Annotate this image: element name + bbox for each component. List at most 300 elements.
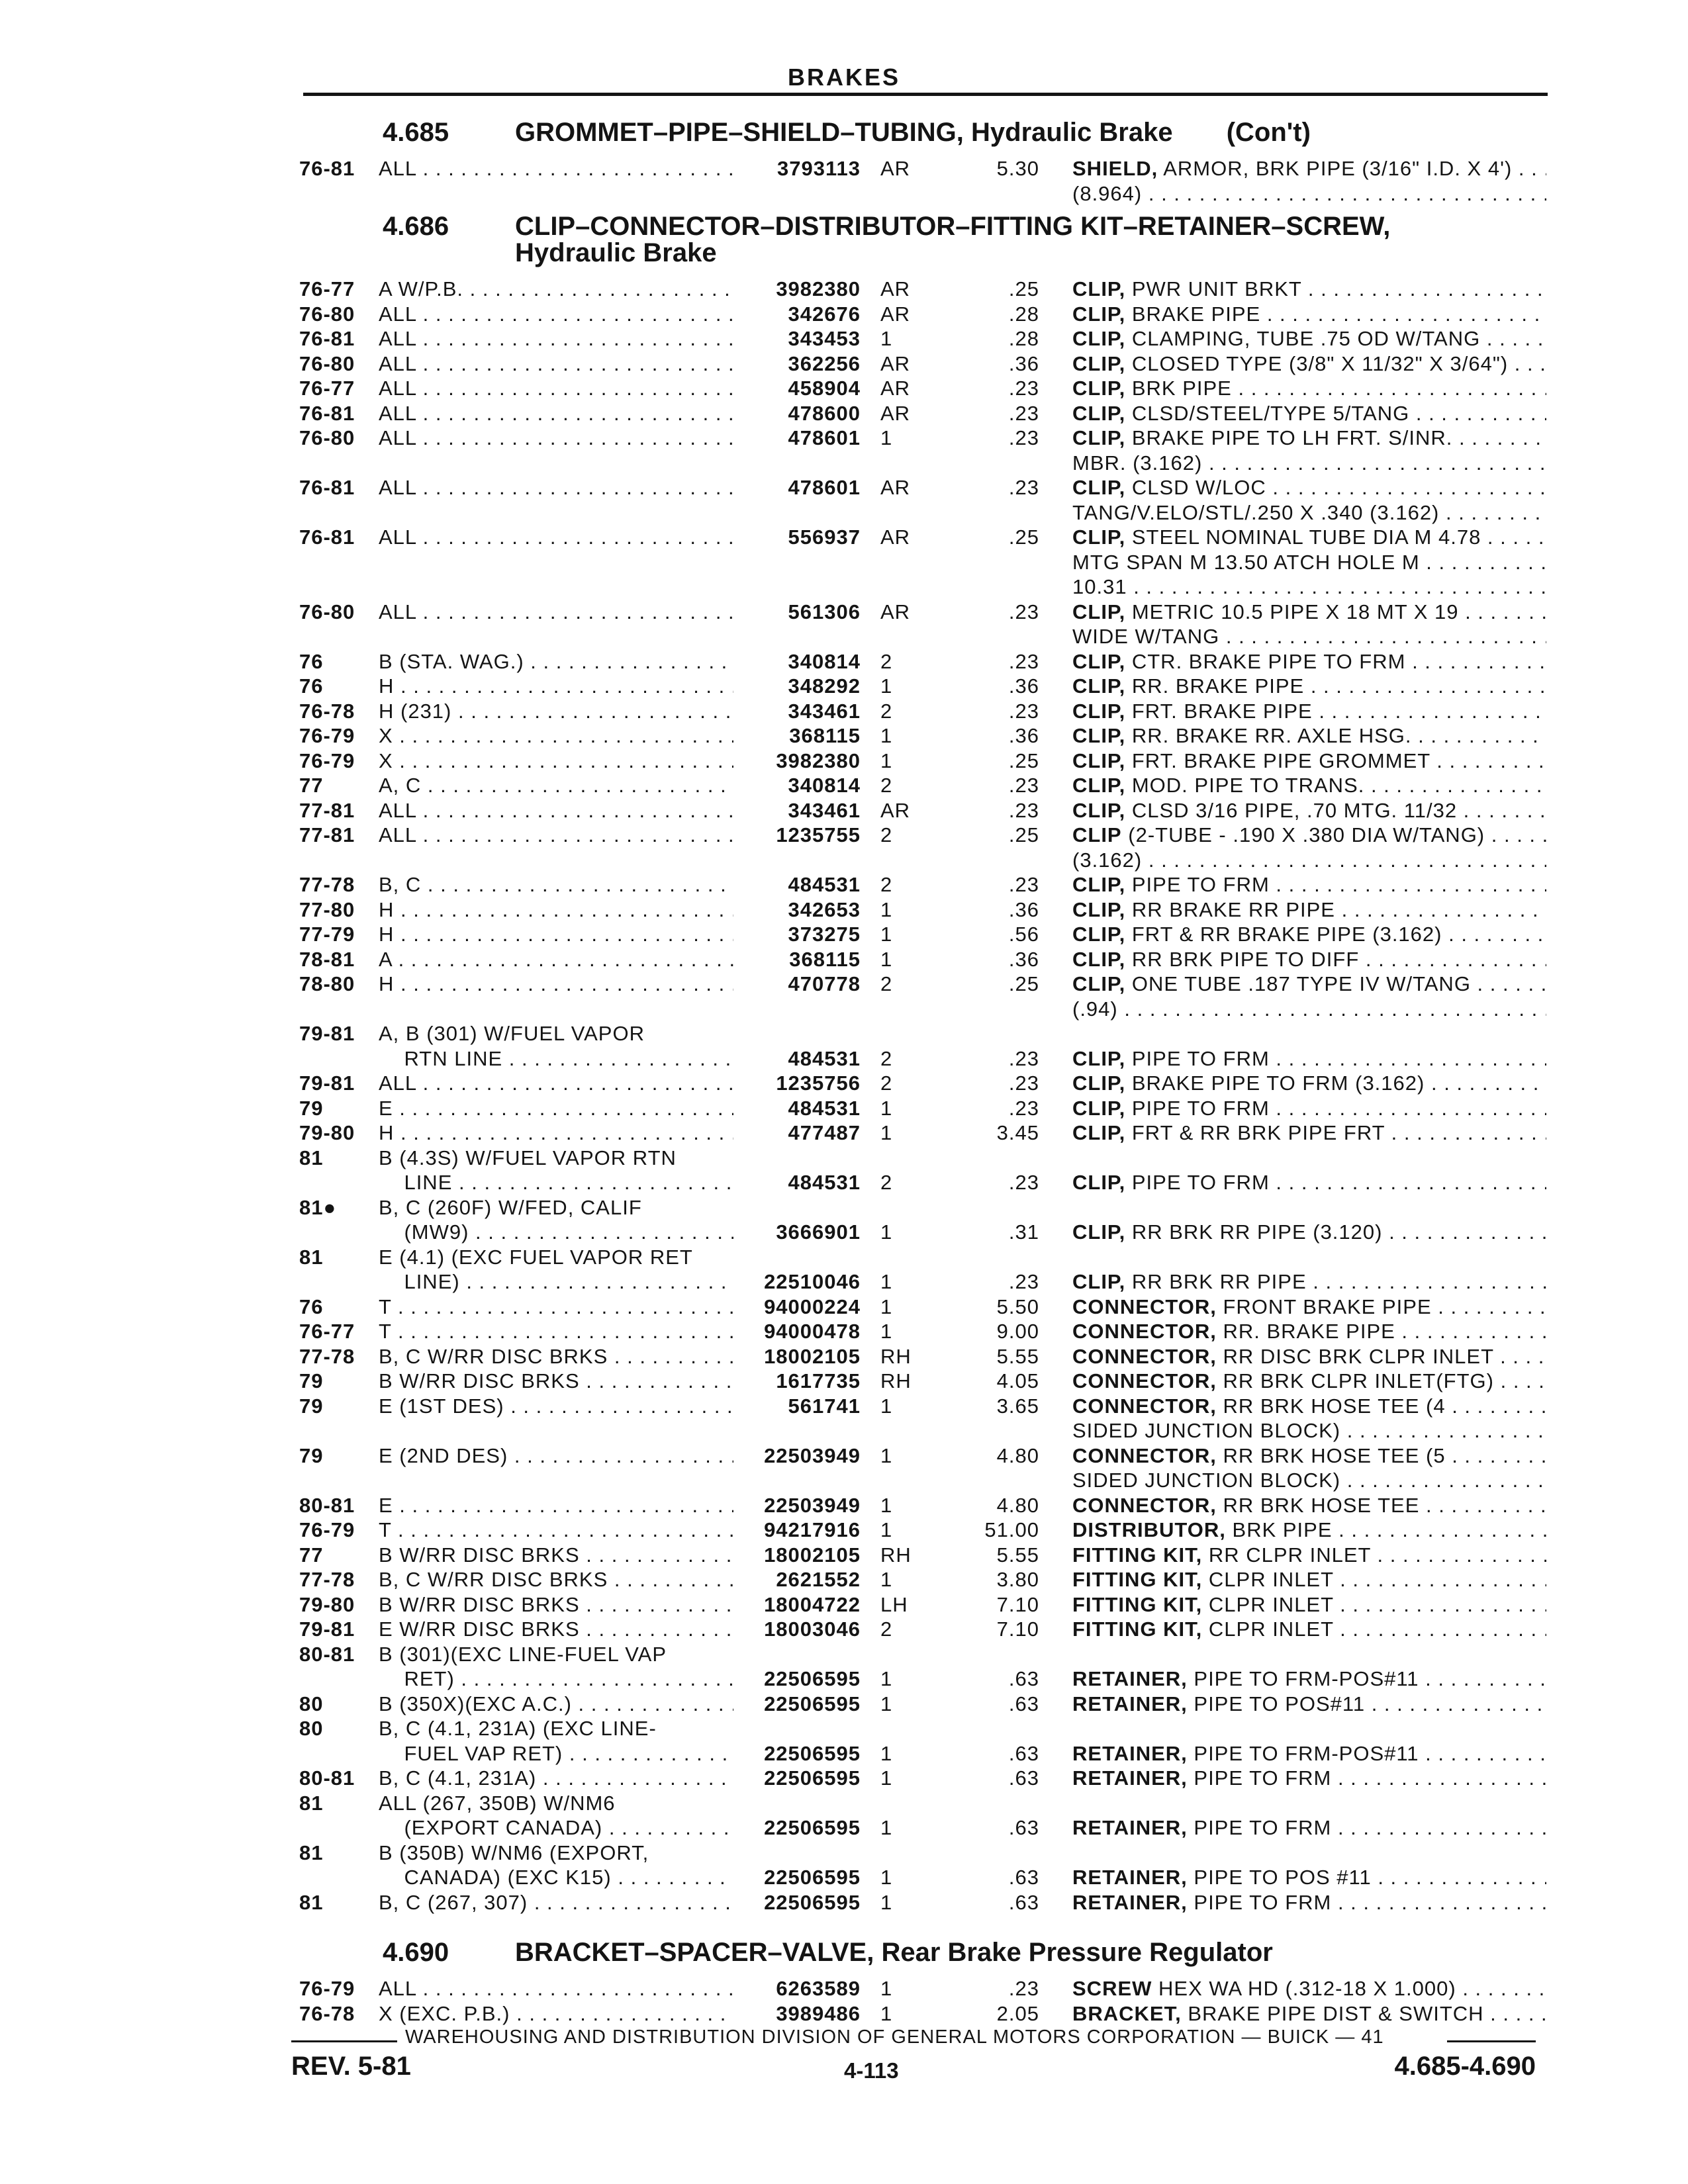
part-description: RR. BRAKE RR. AXLE HSG. [1131,724,1412,747]
part-number: 22503949 [764,1443,861,1467]
application: A . . . [379,947,733,972]
section-range: 4.685-4.690 [1394,2052,1536,2081]
part-number: 18004722 [764,1592,861,1616]
part-name: CLIP, [1072,277,1126,300]
description [1072,1443,1546,1468]
part-name: RETAINER, [1072,1741,1188,1765]
description [1072,2001,1546,2026]
description [1072,823,1546,847]
application: T . . . [379,1295,733,1319]
application: A, B (301) W/FUEL VAPOR [379,1022,645,1045]
part-name: CLIP, [1072,377,1126,400]
model-years: 79-81 [299,1071,355,1095]
part-description: CLAMPING, TUBE .75 OD W/TANG [1131,327,1481,350]
section-title: GROMMET–PIPE–SHIELD–TUBING, [515,118,964,147]
part-description: MOD. PIPE TO TRANS. [1131,774,1365,797]
header-rule [303,93,1548,96]
application: ALL . . . [379,1976,733,2001]
part-name: CONNECTOR, [1072,1320,1217,1343]
model-years: 81 [299,1245,324,1269]
part-number: 22506595 [764,1816,861,1839]
quantity: RH [880,1344,912,1368]
quantity: AR [880,277,911,300]
part-description: (2-TUBE - .190 X .380 DIA W/TANG) [1128,823,1485,846]
part-name: CONNECTOR, [1072,1394,1217,1418]
price: 7.10 [996,1617,1039,1641]
model-years: 77-78 [299,1344,355,1368]
part-description: BRAKE PIPE TO FRM (3.162) [1131,1071,1425,1095]
price: .23 [1008,600,1039,623]
parts-row [0,699,1688,723]
quantity: AR [880,525,911,549]
part-description: 10.31 [1072,575,1127,598]
price: .23 [1008,476,1039,499]
part-description: TANG/V.ELO/STL/.250 X .340 (3.162) [1072,500,1440,524]
quantity: 2 [880,1171,893,1194]
part-description: PIPE TO FRM [1131,1096,1270,1120]
quantity: 2 [880,649,893,673]
part-description: RR BRK CLPR INLET(FTG) [1223,1369,1494,1392]
part-description: MTG SPAN M 13.50 ATCH HOLE M [1072,550,1420,574]
parts-row [0,649,1688,674]
description [1072,451,1546,475]
part-description: CLSD/STEEL/TYPE 5/TANG [1131,401,1410,425]
parts-row [0,302,1688,326]
quantity: 1 [880,749,893,772]
part-description: CLPR INLET [1208,1592,1334,1616]
part-description: FRT & RR BRK PIPE FRT [1131,1121,1385,1144]
model-years: 76-81 [299,476,355,499]
quantity: LH [880,1592,908,1616]
part-number: 484531 [788,1096,861,1120]
parts-row [0,1344,1688,1369]
description [1072,1418,1546,1443]
part-number: 342653 [788,897,861,921]
part-description: RR. BRAKE PIPE [1223,1320,1395,1343]
model-years: 81 [299,1841,324,1864]
quantity: AR [880,476,911,499]
part-name: CLIP, [1072,401,1126,425]
parts-row [0,1666,1688,1691]
parts-row [0,922,1688,946]
description [1072,1592,1546,1617]
application: E . . . [379,1096,733,1120]
price: .23 [1008,699,1039,723]
part-description: RR. BRAKE PIPE [1131,674,1305,698]
parts-row [0,1841,1688,1865]
part-description: WIDE W/TANG [1072,625,1220,648]
description [1072,723,1546,748]
part-description: CLSD 3/16 PIPE, .70 MTG. 11/32 [1131,798,1458,822]
price: .23 [1008,1270,1039,1293]
application: B (301)(EXC LINE-FUEL VAP [379,1642,667,1666]
application: A W/P.B. . . . [379,277,733,301]
price: 5.55 [996,1543,1039,1567]
model-years: 81● [299,1195,337,1219]
part-name: CLIP, [1072,897,1126,921]
application: B, C (260F) W/FED, CALIF [379,1195,642,1219]
description [1072,1976,1546,2001]
description [1072,773,1546,797]
description [1072,624,1546,649]
application: B, C (4.1, 231A) . . . [379,1766,733,1790]
quantity: 2 [880,1617,893,1641]
price: 2.05 [996,2001,1039,2025]
part-name: CLIP, [1072,947,1126,971]
application: B (STA. WAG.) . . . [379,649,733,674]
application: E (1ST DES) . . . [379,1394,733,1418]
part-description: BRAKE PIPE [1131,302,1261,326]
parts-row [0,1493,1688,1518]
part-number: 18003046 [764,1617,861,1641]
price: .25 [1008,525,1039,549]
part-description: SIDED JUNCTION BLOCK) [1072,1419,1341,1442]
part-description: PIPE TO POS#11 [1194,1692,1366,1715]
part-name: RETAINER, [1072,1667,1188,1690]
quantity: 1 [880,947,893,971]
quantity: 1 [880,1692,893,1715]
model-years: 77 [299,1543,324,1567]
description [1072,1394,1546,1418]
application: X (EXC. P.B.) . . . [379,2001,733,2026]
description [1072,525,1546,549]
description [1072,401,1546,426]
description [1072,1741,1546,1766]
part-name: CLIP, [1072,1270,1126,1293]
description [1072,1666,1546,1691]
part-name: FITTING KIT, [1072,1543,1203,1567]
application: A, C . . . [379,773,733,797]
model-years: 76-81 [299,525,355,549]
part-name: CONNECTOR, [1072,1493,1217,1517]
part-number: 556937 [788,525,861,549]
quantity: 1 [880,1667,893,1690]
application: T . . . [379,1319,733,1343]
parts-row [0,156,1688,181]
price: .25 [1008,277,1039,300]
description [1072,749,1546,773]
quantity: AR [880,798,911,822]
part-number: 561306 [788,600,861,623]
description [1072,574,1546,599]
quantity: RH [880,1369,912,1392]
part-name: CLIP, [1072,1046,1126,1070]
part-name: CLIP, [1072,674,1126,698]
part-description: PIPE TO FRM-POS#11 [1194,1667,1419,1690]
model-years: 80-81 [299,1642,355,1666]
part-description: BRAKE PIPE DIST & SWITCH [1188,2001,1484,2025]
model-years: 76 [299,674,324,698]
model-years: 79-81 [299,1022,355,1045]
section-subtitle: Hydraulic Brake [515,238,717,267]
description [1072,302,1546,326]
price: .23 [1008,426,1039,449]
revision-label: REV. 5-81 [291,2052,411,2081]
model-years: 77-78 [299,873,355,896]
footer-rule-right [1447,2040,1536,2042]
description [1072,550,1546,574]
application: LINE . . . [379,1170,733,1195]
part-description: CLPR INLET [1208,1568,1334,1591]
model-years: 76-81 [299,401,355,425]
price: .36 [1008,947,1039,971]
price: 4.05 [996,1369,1039,1392]
part-number: 478601 [788,476,861,499]
part-number: 478600 [788,401,861,425]
quantity: 1 [880,1394,893,1418]
model-years: 80 [299,1717,324,1740]
application: E W/RR DISC BRKS . . . [379,1617,733,1641]
model-years: 76-78 [299,699,355,723]
part-description: SIDED JUNCTION BLOCK) [1072,1469,1341,1492]
parts-row [0,1319,1688,1343]
part-description: PIPE TO POS #11 [1194,1866,1372,1889]
model-years: 76-79 [299,1977,355,2000]
part-name: CLIP, [1072,600,1126,623]
part-description: RR BRK PIPE TO DIFF [1131,947,1360,971]
part-name: CONNECTOR, [1072,1443,1217,1467]
application: E . . . [379,1493,733,1518]
part-description: FRONT BRAKE PIPE [1223,1295,1432,1318]
parts-row [0,1245,1688,1269]
parts-row [0,1791,1688,1815]
section-title: CLIP–CONNECTOR–DISTRIBUTOR–FITTING KIT–RETAINER–SCREW, [515,212,1391,241]
quantity: 1 [880,1493,893,1517]
parts-row [0,798,1688,823]
part-description: RR BRK RR PIPE (3.120) [1131,1220,1383,1244]
application: RTN LINE . . . [379,1046,733,1071]
price: .23 [1008,873,1039,896]
model-years: 76-80 [299,426,355,449]
part-number: 22506595 [764,1692,861,1715]
application: ALL . . . [379,376,733,400]
quantity: 1 [880,327,893,350]
part-description: (.94) [1072,997,1118,1021]
application: LINE) . . . [379,1269,733,1294]
application: (MW9) . . . [379,1220,733,1244]
price: .28 [1008,327,1039,350]
parts-row [0,1468,1688,1492]
parts-row [0,972,1688,996]
part-name: SHIELD, [1072,157,1158,180]
model-years: 77 [299,774,324,797]
part-description: HEX WA HD (.312-18 X 1.000) [1158,1977,1456,2000]
part-description: STEEL NOMINAL TUBE DIA M 4.78 [1131,525,1481,549]
price: .23 [1008,798,1039,822]
parts-row [0,1976,1688,2001]
parts-row [0,1096,1688,1120]
parts-row [0,574,1688,599]
part-name: CLIP, [1072,1171,1126,1194]
price: .63 [1008,1890,1039,1914]
part-name: CLIP, [1072,476,1126,499]
price: 51.00 [984,1518,1039,1541]
part-name: FITTING KIT, [1072,1617,1203,1641]
description [1072,699,1546,723]
part-description: CLSD W/LOC [1131,476,1266,499]
description [1072,649,1546,674]
part-name: CLIP [1072,823,1122,846]
part-number: 22506595 [764,1866,861,1889]
description [1072,1120,1546,1145]
price: 4.80 [996,1443,1039,1467]
part-number: 368115 [789,947,861,971]
parts-row [0,823,1688,847]
application: ALL . . . [379,823,733,847]
price: .25 [1008,749,1039,772]
application: T . . . [379,1518,733,1542]
price: .63 [1008,1816,1039,1839]
part-number: 477487 [788,1121,861,1144]
parts-row [0,500,1688,525]
price: .63 [1008,1741,1039,1765]
description [1072,947,1546,972]
quantity: 1 [880,1866,893,1889]
model-years: 79 [299,1096,324,1120]
quantity: 1 [880,1096,893,1120]
page-number: 4-113 [844,2058,899,2083]
price: 5.55 [996,1344,1039,1368]
parts-row [0,848,1688,872]
model-years: 76 [299,649,324,673]
parts-row [0,1418,1688,1443]
part-description: PIPE TO FRM [1131,1046,1270,1070]
application: E (4.1) (EXC FUEL VAPOR RET [379,1245,693,1269]
model-years: 78-81 [299,947,355,971]
description [1072,500,1546,525]
part-name: CLIP, [1072,302,1126,326]
application: ALL . . . [379,1071,733,1095]
application: B (350B) W/NM6 (EXPORT, [379,1841,649,1864]
quantity: 2 [880,1071,893,1095]
part-name: BRACKET, [1072,2001,1182,2025]
price: 3.65 [996,1394,1039,1418]
description [1072,1890,1546,1915]
model-years: 76-80 [299,351,355,375]
quantity: 1 [880,1741,893,1765]
description [1072,674,1546,698]
parts-row [0,1120,1688,1145]
part-description: BRK PIPE [1232,1518,1333,1541]
application: RET) . . . [379,1666,733,1691]
parts-row [0,1865,1688,1889]
application: ALL . . . [379,600,733,624]
description [1072,351,1546,376]
part-description: RR BRK HOSE TEE (5 [1223,1443,1446,1467]
parts-row [0,426,1688,450]
model-years: 78-80 [299,972,355,995]
part-number: 2621552 [776,1568,861,1591]
model-years: 76-81 [299,327,355,350]
footer-division: WAREHOUSING AND DISTRIBUTION DIVISION OF GENERAL MOTORS CORPORATION — BUICK — 41 [405,2026,1384,2048]
part-description: RR BRK HOSE TEE [1223,1493,1420,1517]
description [1072,1071,1546,1095]
application: ALL . . . [379,798,733,823]
part-name: CLIP, [1072,873,1126,896]
part-name: CLIP, [1072,649,1126,673]
description [1072,1046,1546,1071]
price: .63 [1008,1766,1039,1790]
application: ALL . . . [379,302,733,326]
parts-row [0,1269,1688,1294]
quantity: 2 [880,699,893,723]
part-number: 18002105 [764,1543,861,1567]
parts-row [0,525,1688,549]
price: .23 [1008,774,1039,797]
part-description: MBR. (3.162) [1072,451,1203,475]
parts-row [0,2001,1688,2026]
part-name: CONNECTOR, [1072,1295,1217,1318]
part-number: 3989486 [776,2001,861,2025]
part-description: PWR UNIT BRKT [1131,277,1302,300]
application: B W/RR DISC BRKS . . . [379,1369,733,1393]
description [1072,798,1546,823]
parts-row [0,1642,1688,1666]
model-years: 76 [299,1295,324,1318]
part-description: RR DISC BRK CLPR INLET [1223,1344,1494,1368]
part-description: BRK PIPE [1131,377,1232,400]
description [1072,1518,1546,1542]
description [1072,1319,1546,1343]
price: .25 [1008,972,1039,995]
price: .36 [1008,724,1039,747]
description [1072,1493,1546,1518]
part-number: 342676 [788,302,861,326]
part-number: 3793113 [777,157,861,180]
parts-row [0,624,1688,649]
quantity: 1 [880,724,893,747]
model-years: 81 [299,1890,324,1914]
price: .25 [1008,823,1039,846]
part-number: 373275 [788,923,861,946]
parts-row [0,1170,1688,1195]
price: 4.80 [996,1493,1039,1517]
parts-row [0,1295,1688,1319]
section-subtitle: Rear Brake Pressure Regulator [881,1938,1273,1967]
model-years: 76-79 [299,749,355,772]
part-description: FRT & RR BRAKE PIPE (3.162) [1131,923,1442,946]
page-title: BRAKES [787,64,900,91]
description [1072,1269,1546,1294]
parts-row [0,997,1688,1021]
description [1072,600,1546,624]
part-name: CLIP, [1072,923,1126,946]
parts-row [0,872,1688,897]
part-name: SCREW [1072,1977,1152,2000]
parts-row [0,1692,1688,1716]
description [1072,1295,1546,1319]
part-number: 22503949 [764,1493,861,1517]
part-name: RETAINER, [1072,1692,1188,1715]
parts-row [0,1369,1688,1393]
model-years: 81 [299,1791,324,1815]
part-name: CLIP, [1072,1121,1126,1144]
price: .23 [1008,1977,1039,2000]
model-years: 76-77 [299,1320,355,1343]
part-number: 18002105 [764,1344,861,1368]
description [1072,181,1546,206]
part-description: PIPE TO FRM [1194,1766,1332,1790]
parts-row [0,1567,1688,1592]
part-number: 22506595 [764,1741,861,1765]
description [1072,848,1546,872]
application: H . . . [379,674,733,698]
price: .36 [1008,351,1039,375]
price: 7.10 [996,1592,1039,1616]
quantity: 1 [880,1270,893,1293]
quantity: 1 [880,1766,893,1790]
parts-row [0,1021,1688,1046]
